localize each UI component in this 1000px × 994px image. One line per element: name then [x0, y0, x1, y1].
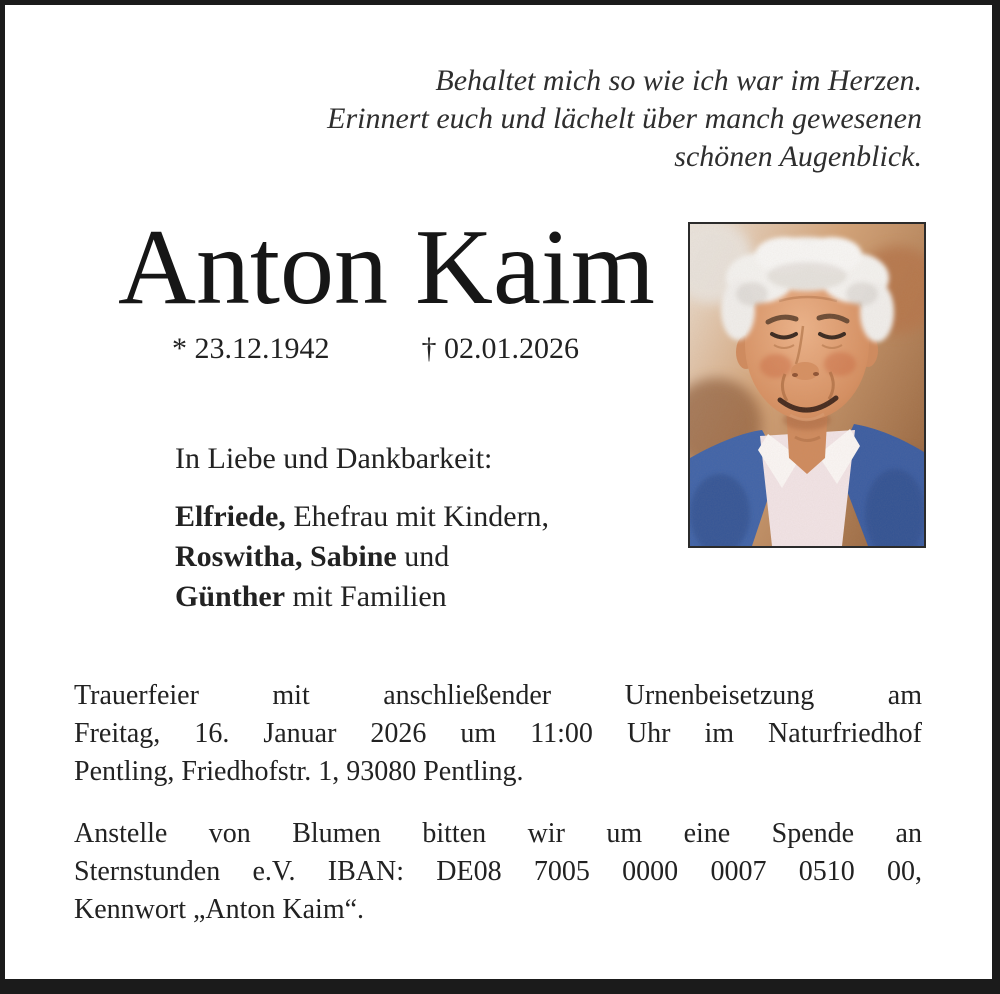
donation-paragraph: [74, 815, 922, 929]
birth-date: * 23.12.1942: [172, 332, 330, 365]
death-date: † 02.01.2026: [421, 332, 579, 365]
donation-line: Kennwort „Anton Kaim“.: [74, 894, 365, 925]
ceremony-line: Pentling, Friedhofstr. 1, 93080 Pentling.: [74, 756, 524, 787]
salutation-line: In Liebe und Dankbarkeit:: [175, 442, 493, 475]
family-line-rest: mit Familien: [285, 580, 447, 613]
memorial-quote: [327, 62, 922, 176]
quote-line: Behaltet mich so wie ich war im Herzen.: [435, 64, 922, 97]
donation-line: Anstelle von Blumen bitten wir um eine Spende an: [74, 818, 922, 849]
donation-line: Sternstunden e.V. IBAN: DE08 7005 0000 0007 0510 00,: [74, 856, 922, 887]
ceremony-line: Freitag, 16. Januar 2026 um 11:00 Uhr im Naturfriedhof: [74, 718, 922, 749]
portrait-illustration: [690, 224, 924, 546]
family-line-rest: Ehefrau mit Kindern,: [285, 500, 550, 533]
family-line: [175, 497, 549, 537]
family-name-bold: Günther: [175, 580, 286, 613]
family-name-bold: Roswitha, Sabine: [175, 540, 397, 573]
ceremony-line: Trauerfeier mit anschließender Urnenbeisetzung am: [74, 680, 922, 711]
ceremony-paragraph: [74, 677, 922, 791]
family-name-bold: Elfriede,: [175, 500, 286, 533]
quote-line: Erinnert euch und lächelt über manch gewesenen: [327, 102, 922, 135]
portrait-photo: [688, 222, 926, 548]
life-dates: [172, 332, 579, 366]
family-line-rest: und: [396, 540, 450, 573]
family-line: [175, 577, 549, 617]
quote-line: schönen Augenblick.: [674, 140, 922, 173]
family-list: [175, 497, 549, 617]
deceased-name: Anton Kaim: [118, 208, 655, 327]
family-line: [175, 537, 549, 577]
